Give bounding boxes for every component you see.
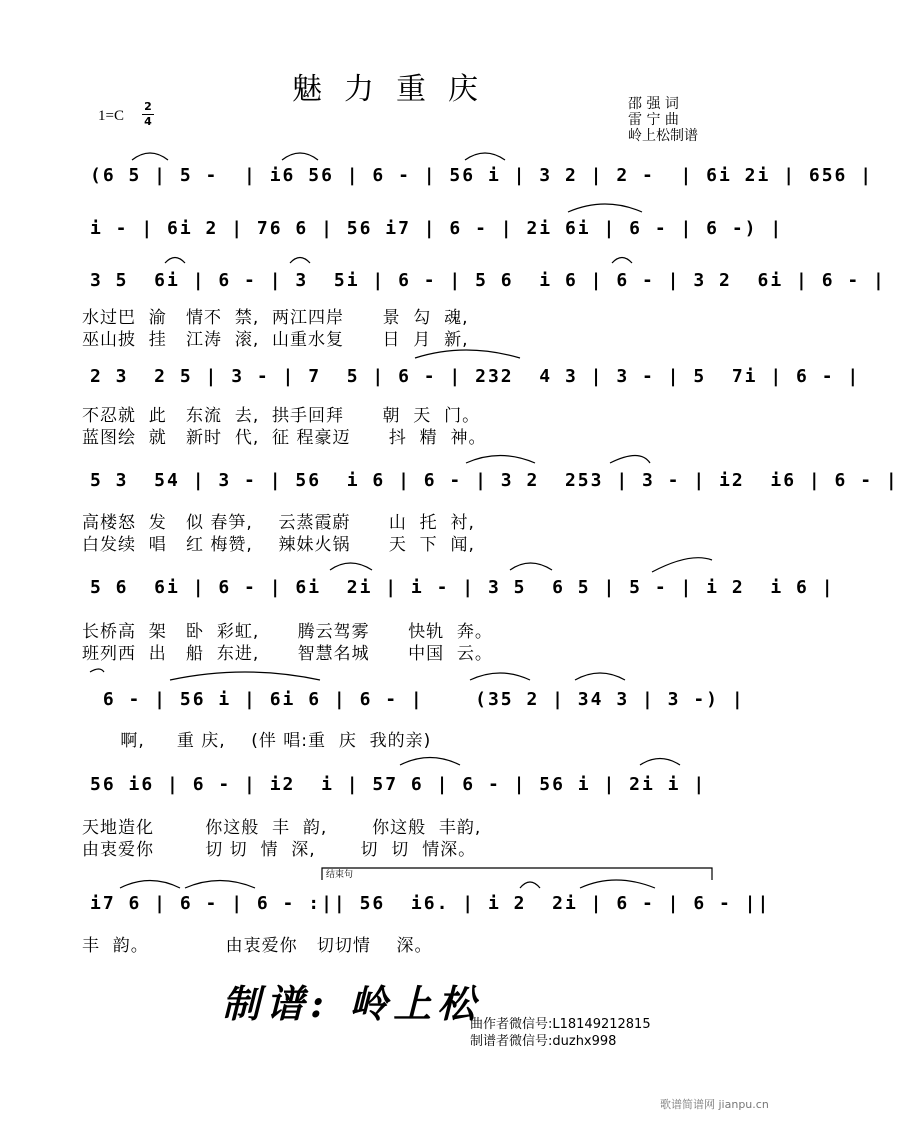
lyric-verse-1: 啊, 重 庆, (伴 唱:重 庆 我的亲) [82,731,432,751]
staff-row [0,165,874,225]
staff-row [0,893,792,956]
notation-line: 6 - | 56 i | 6i 6 | 6 - | (35 2 | 34 3 | 3 -) | [90,689,745,710]
lyric-verse-1: 不忍就 此 东流 去, 拱手回拜 朝 天 门。 [82,406,481,426]
lyric-verse-2: 巫山披 挂 江涛 滚, 山重水复 日 月 新, [82,330,469,350]
key-signature: 1=C [98,108,124,124]
lyric-verse-1: 天地造化 你这般 丰 韵, 你这般 丰韵, [82,818,482,838]
notation-line: i7 6 | 6 - | 6 - :|| 56 i6. | i 2 2i | 6 - | 6 - || [90,893,771,914]
lyric-verse-1: 水过巴 渝 情不 禁, 两江四岸 景 勾 魂, [82,308,469,328]
transcriber: 岭上松制谱 [628,128,698,144]
notation-line: (6 5 | 5 - | i6 56 | 6 - | 56 i | 3 2 | 2 - | 6i 2i | 656 | [90,165,874,186]
notation-line: 5 6 6i | 6 - | 6i 2i | i - | 3 5 6 5 | 5 - | i 2 i 6 | [90,577,835,598]
lyric-verse-1: 长桥高 架 卧 彩虹, 腾云驾雾 快轨 奔。 [82,622,493,642]
staff-row [0,689,792,749]
lyric-verse-2: 白发续 唱 红 梅赞, 辣妹火锅 天 下 闻, [82,535,475,555]
notation-line: 3 5 6i | 6 - | 3 5i | 6 - | 5 6 i 6 | 6 - | 3 2 6i | 6 - | [90,270,886,291]
lyric-verse-2: 蓝图绘 就 新时 代, 征 程豪迈 抖 精 神。 [82,428,487,448]
staff-row [0,270,886,350]
lyric-verse-2: 班列西 出 船 东进, 智慧名城 中国 云。 [82,644,493,664]
staff-row [0,218,792,278]
time-denominator: 4 [144,115,152,128]
transcriber-signature: 制谱: 岭上松 [222,981,482,1026]
staff-row [0,470,899,555]
lyric-verse-2: 由衷爱你 切 切 情 深, 切 切 情深。 [82,840,477,860]
notation-line: i - | 6i 2 | 76 6 | 56 i7 | 6 - | 2i 6i | 6 - | 6 -) | [90,218,784,239]
notation-line: 56 i6 | 6 - | i2 i | 57 6 | 6 - | 56 i | 2i i | [90,774,707,795]
lyricist: 邵 强 词 [628,96,679,112]
song-title: 魅力重庆 [292,72,500,107]
time-signature [142,101,154,128]
staff-row [0,774,792,860]
lyric-verse-1: 丰 韵。 由衷爱你 切切情 深。 [82,936,433,956]
credits [628,96,698,144]
transcriber-wechat: 制谱者微信号:duzhx998 [470,1034,617,1049]
notation-line: 2 3 2 5 | 3 - | 7 5 | 6 - | 232 4 3 | 3 - | 5 7i | 6 - | [90,366,861,387]
site-watermark: 歌谱简谱网 jianpu.cn [660,1098,769,1111]
lyric-verse-1: 高楼怒 发 似 春笋, 云蒸霞蔚 山 托 衬, [82,513,475,533]
contact-info [470,1016,651,1049]
notation-line: 5 3 54 | 3 - | 56 i 6 | 6 - | 3 2 253 | 3 - | i2 i6 | 6 - | [90,470,899,491]
staff-row [0,366,861,448]
staff-row [0,577,835,664]
composer-wechat: 曲作者微信号:L18149212815 [470,1017,651,1032]
ending-label: 结束句 [326,870,354,880]
composer: 雷 宁 曲 [628,112,679,128]
time-numerator: 2 [144,100,152,113]
